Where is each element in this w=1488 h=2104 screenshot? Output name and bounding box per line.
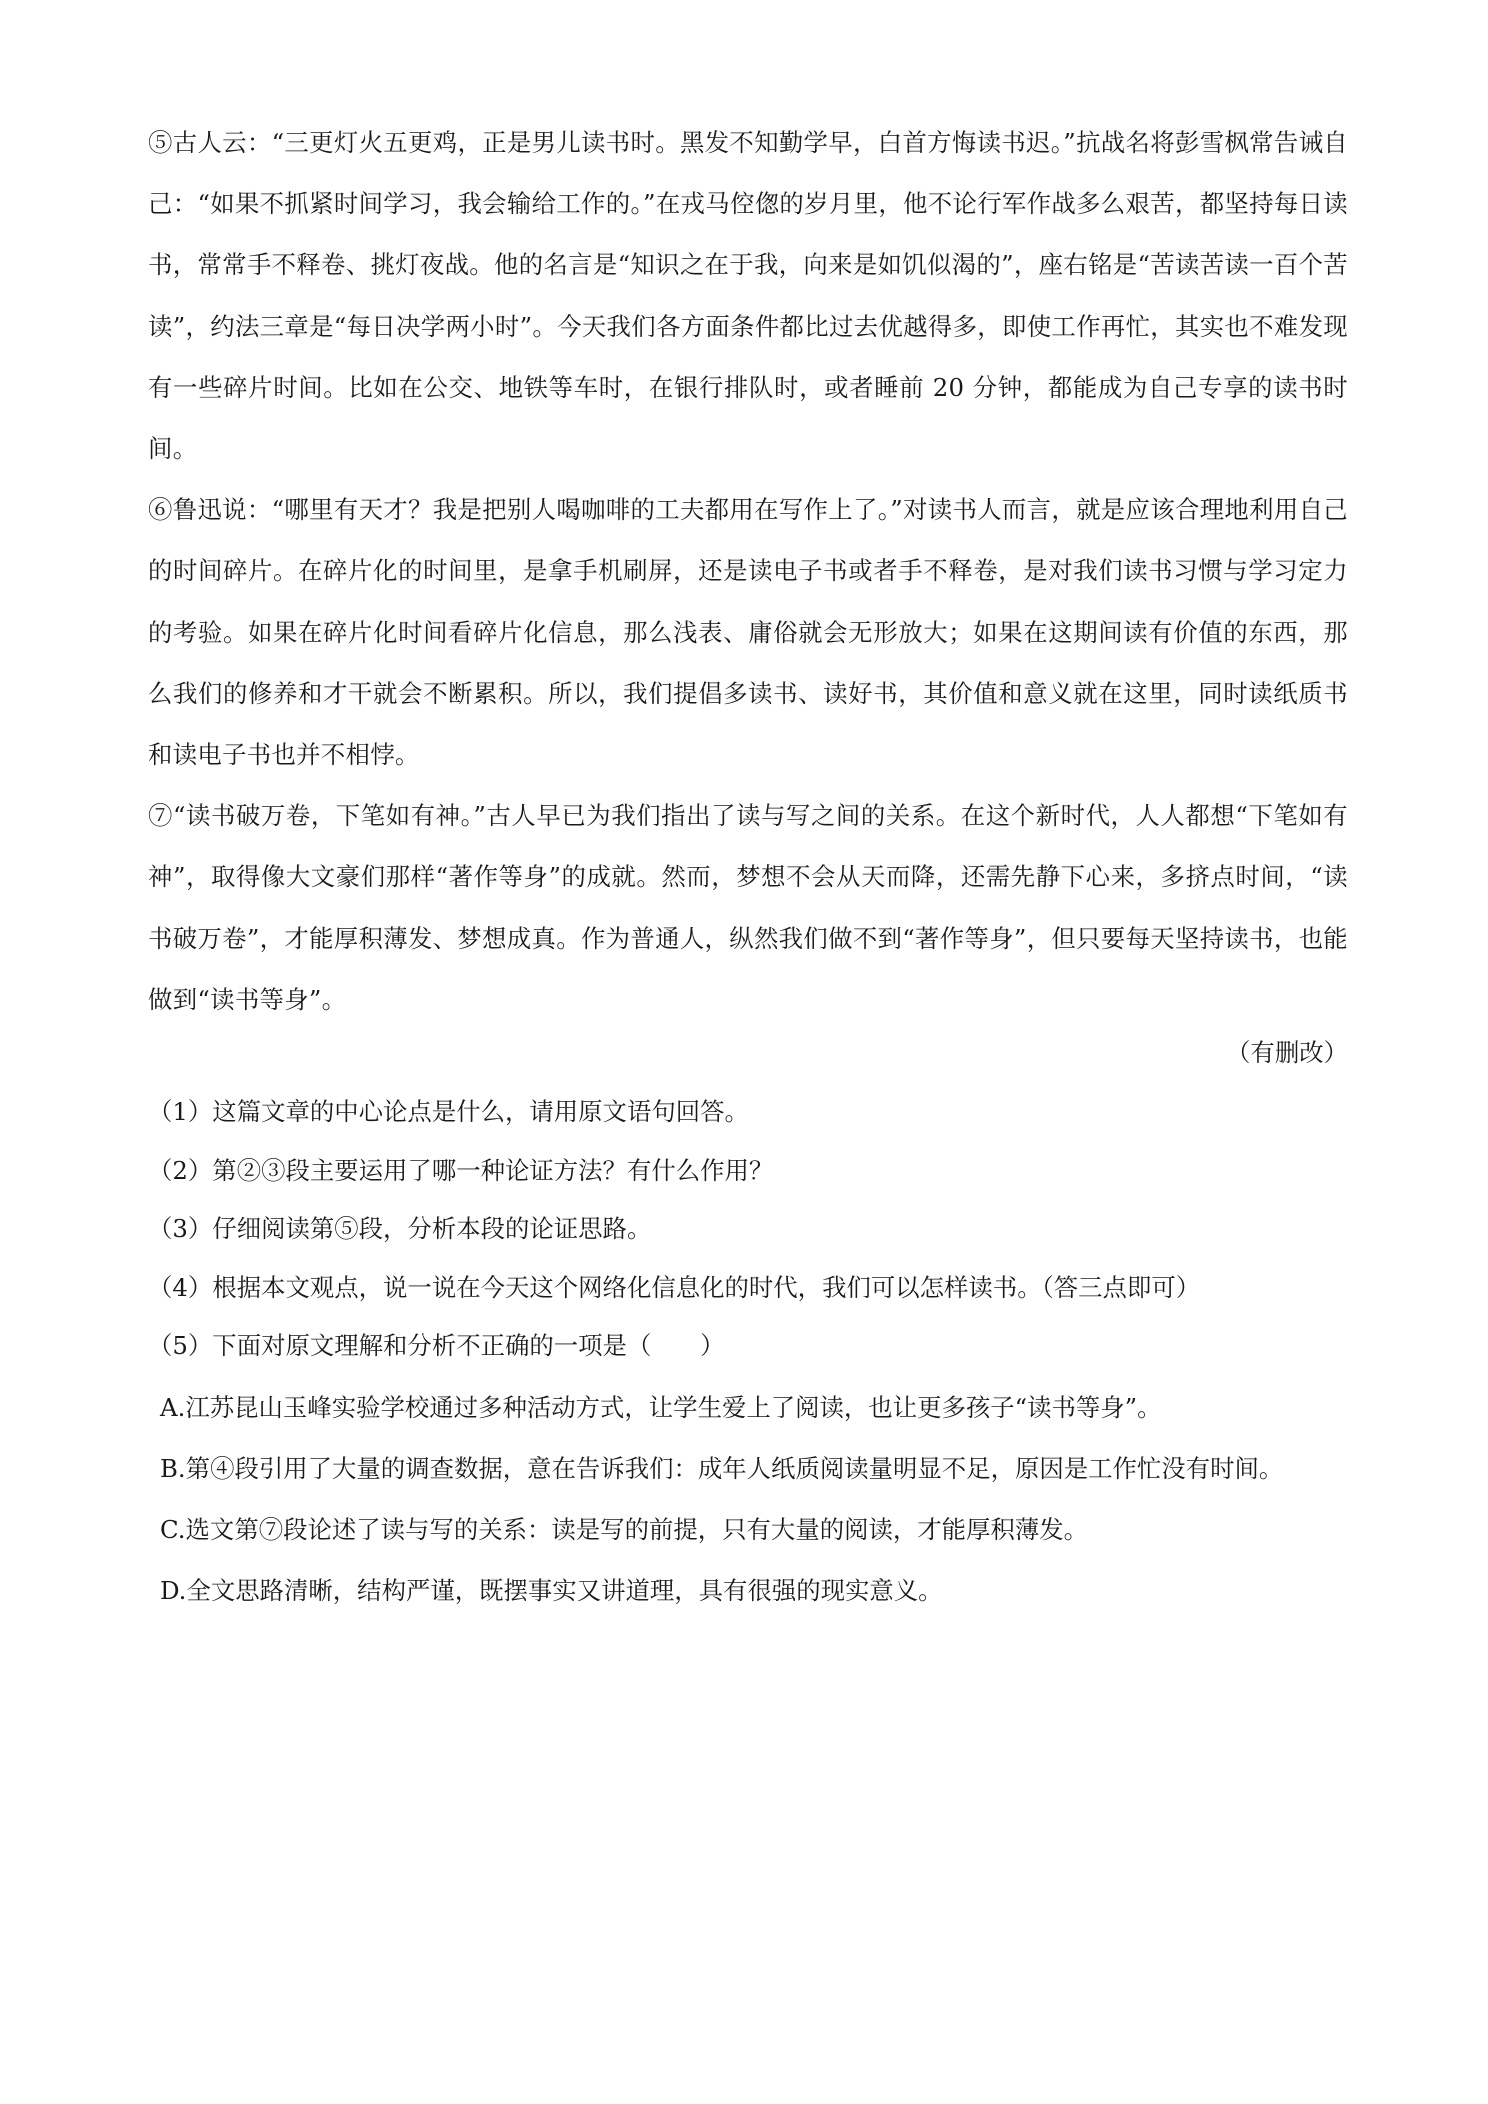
question-4: （4）根据本文观点，说一说在今天这个网络化信息化的时代，我们可以怎样读书。（答三点即可） (148, 1272, 1201, 1302)
paragraph-6: ⑥鲁迅说：“哪里有天才？我是把别人喝咖啡的工夫都用在写作上了。”对读书人而言，就是应该合理地利用自己的时间碎片。在碎片化的时间里，是拿手机刷屏，还是读电子书或者手不释卷，是对我们读书习惯与学习定力的考验。如果在碎片化时间看碎片化信息，那么浅表、庸俗就会无形放大；如果在这期间读有价值的东西，那么我们的修养和才干就会不断累积。所以，我们提倡多读书、读好书，其价值和意义就在这里，同时读纸质书和读电子书也并不相悖。 (148, 495, 1348, 770)
option-a: A.江苏昆山玉峰实验学校通过多种活动方式，让学生爱上了阅读，也让更多孩子“读书等身”。 (160, 1393, 1162, 1422)
question-list (148, 1083, 1368, 1376)
article-body (148, 112, 1348, 1030)
question-5: （5）下面对原文理解和分析不正确的一项是（ ） (148, 1331, 725, 1361)
question-1: （1）这篇文章的中心论点是什么，请用原文语句回答。 (148, 1097, 749, 1126)
question-3: （3）仔细阅读第⑤段，分析本段的论证思路。 (148, 1214, 652, 1244)
paragraph-7: ⑦“读书破万卷，下笔如有神。”古人早已为我们指出了读与写之间的关系。在这个新时代，人人都想“下笔如有神”，取得像大文豪们那样“著作等身”的成就。然而，梦想不会从天而降，还需先静下心来，多挤点时间，“读书破万卷”，才能厚积薄发、梦想成真。作为普通人，纵然我们做不到“著作等身”，但只要每天坚持读书，也能做到“读书等身”。 (148, 801, 1348, 1014)
source-note: （有删改） (1226, 1038, 1348, 1067)
option-d: D.全文思路清晰，结构严谨，既摆事实又讲道理，具有很强的现实意义。 (160, 1576, 943, 1605)
option-c: C.选文第⑦段论述了读与写的关系：读是写的前提，只有大量的阅读，才能厚积薄发。 (160, 1515, 1089, 1544)
answer-options (160, 1377, 1380, 1621)
option-b: B.第④段引用了大量的调查数据，意在告诉我们：成年人纸质阅读量明显不足，原因是工作忙没有时间。 (160, 1454, 1284, 1483)
paragraph-5: ⑤古人云：“三更灯火五更鸡，正是男儿读书时。黑发不知勤学早，白首方悔读书迟。”抗战名将彭雪枫常告诫自己：“如果不抓紧时间学习，我会输给工作的。”在戎马倥偬的岁月里，他不论行军作战多么艰苦，都坚持每日读书，常常手不释卷、挑灯夜战。他的名言是“知识之在于我，向来是如饥似渴的”，座右铭是“苦读苦读一百个苦读”，约法三章是“每日决学两小时”。今天我们各方面条件都比过去优越得多，即使工作再忙，其实也不难发现有一些碎片时间。比如在公交、地铁等车时，在银行排队时，或者睡前 20 分钟，都能成为自己专享的读书时间。 (148, 128, 1348, 464)
question-2: （2）第②③段主要运用了哪一种论证方法？有什么作用？ (148, 1155, 774, 1185)
